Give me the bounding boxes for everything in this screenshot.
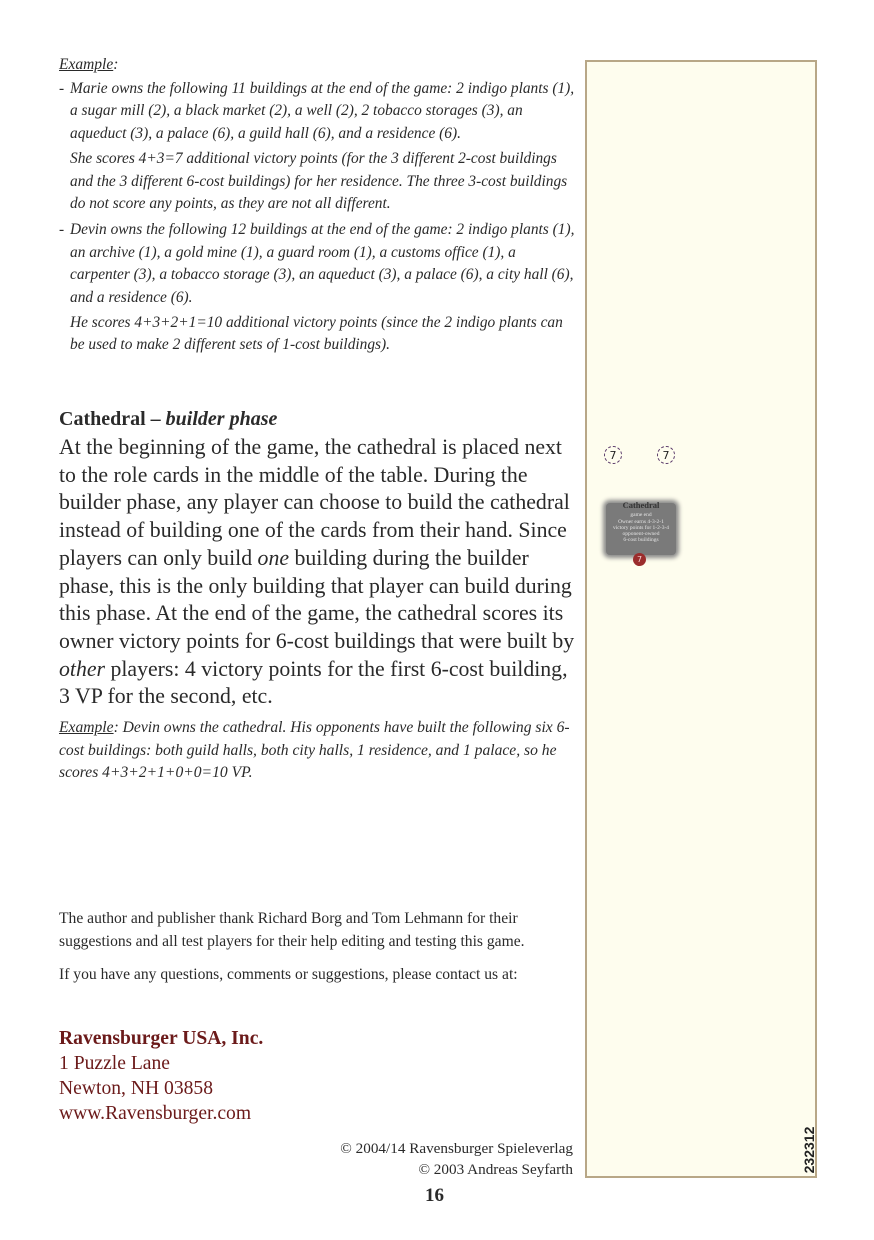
list-dash: - — [59, 80, 65, 97]
product-code — [802, 1122, 816, 1178]
copyright-line: © 2003 Andreas Seyfarth — [418, 1160, 573, 1178]
thanks-text: The author and publisher thank Richard Borg and Tom Lehmann for their suggestions and all test players for their help editing and testing this game. — [59, 910, 525, 950]
cathedral-card-image — [606, 500, 676, 555]
credits — [59, 908, 579, 987]
card-title: Cathedral — [622, 500, 660, 510]
cathedral-rules: At the beginning of the game, the cathedral is placed next to the role cards in the middle of the table. During the builder phase, any player can choose to build the cathedral instead of building one of the cards from their hand. Since players can only build one building during the builder phase, this is the only building that player can build during this phase. At the end of the game, the cathedral scores its owner victory points for 6-cost buildings that were built by other players: 4 victory points for the first 6-cost building, 3 VP for the second, etc. — [59, 435, 575, 709]
company-name: Ravensburger USA, Inc. — [59, 1028, 264, 1049]
example-text: Marie owns the following 11 buildings at the end of the game: 2 indigo plants (1), a sugar mill (2), a black market (2), a well (2), 2 tobacco storages (3), an aqueduct (3), a palace (6), a guild hall (6), and a residence (6). — [70, 80, 575, 142]
product-code-text: 232312 — [801, 1126, 817, 1174]
card-text: Owner earns 4-3-2-1 — [618, 519, 664, 525]
city: Newton, NH 03858 — [59, 1078, 214, 1099]
copyright-line: © 2004/14 Ravensburger Spieleverlag — [340, 1140, 573, 1157]
copyright — [340, 1139, 573, 1180]
example-result: She scores 4+3=7 additional victory points (for the 3 different 2-cost buildings and the 3 different 6-cost buildings) for her residence. The three 3-cost buildings do not score any points, as they are not all different. — [70, 150, 568, 213]
cathedral-example: Example: Devin owns the cathedral. His opponents have built the following six 6-cost buildings: both guild halls, both city halls, 1 residence, and 1 palace, so he scores 4+3+2+1+0+0=10 VP. — [59, 719, 570, 782]
example-heading: Example: — [59, 56, 119, 73]
example-item-marie — [59, 78, 579, 215]
card-cost-icon: 7 — [633, 553, 646, 566]
example-result: He scores 4+3+2+1=10 additional victory points (since the 2 indigo plants can be used to make 2 different sets of 1-cost buildings). — [70, 314, 563, 354]
example-text: Devin owns the following 12 buildings at the end of the game: 2 indigo plants (1), an archive (1), a gold mine (1), a guard room (1), a customs office (1), a carpenter (3), a tobacco storage (3), an aqueduct (3), a palace (6), a city hall (6), and a residence (6). — [70, 221, 575, 306]
card-text: game end — [630, 512, 652, 518]
section-heading: Cathedral – builder phase — [59, 408, 278, 430]
victory-point-badge: 7 — [657, 446, 675, 464]
example-item-devin — [59, 219, 579, 356]
cathedral-section — [59, 406, 579, 785]
publisher-address — [59, 1026, 579, 1126]
website-link[interactable]: www.Ravensburger.com — [59, 1103, 252, 1124]
sidebar-panel — [585, 60, 817, 1178]
page-number: 16 — [425, 1185, 444, 1206]
card-text: opponent-owned — [622, 531, 660, 537]
residence-examples — [59, 78, 579, 361]
street: 1 Puzzle Lane — [59, 1053, 170, 1074]
list-dash: - — [59, 221, 65, 239]
card-text: victory points for 1-2-3-4 — [612, 525, 670, 531]
contact-text: If you have any questions, comments or suggestions, please contact us at: — [59, 966, 518, 984]
card-text: 6-cost buildings — [623, 537, 659, 543]
victory-point-badge: 7 — [604, 446, 622, 464]
